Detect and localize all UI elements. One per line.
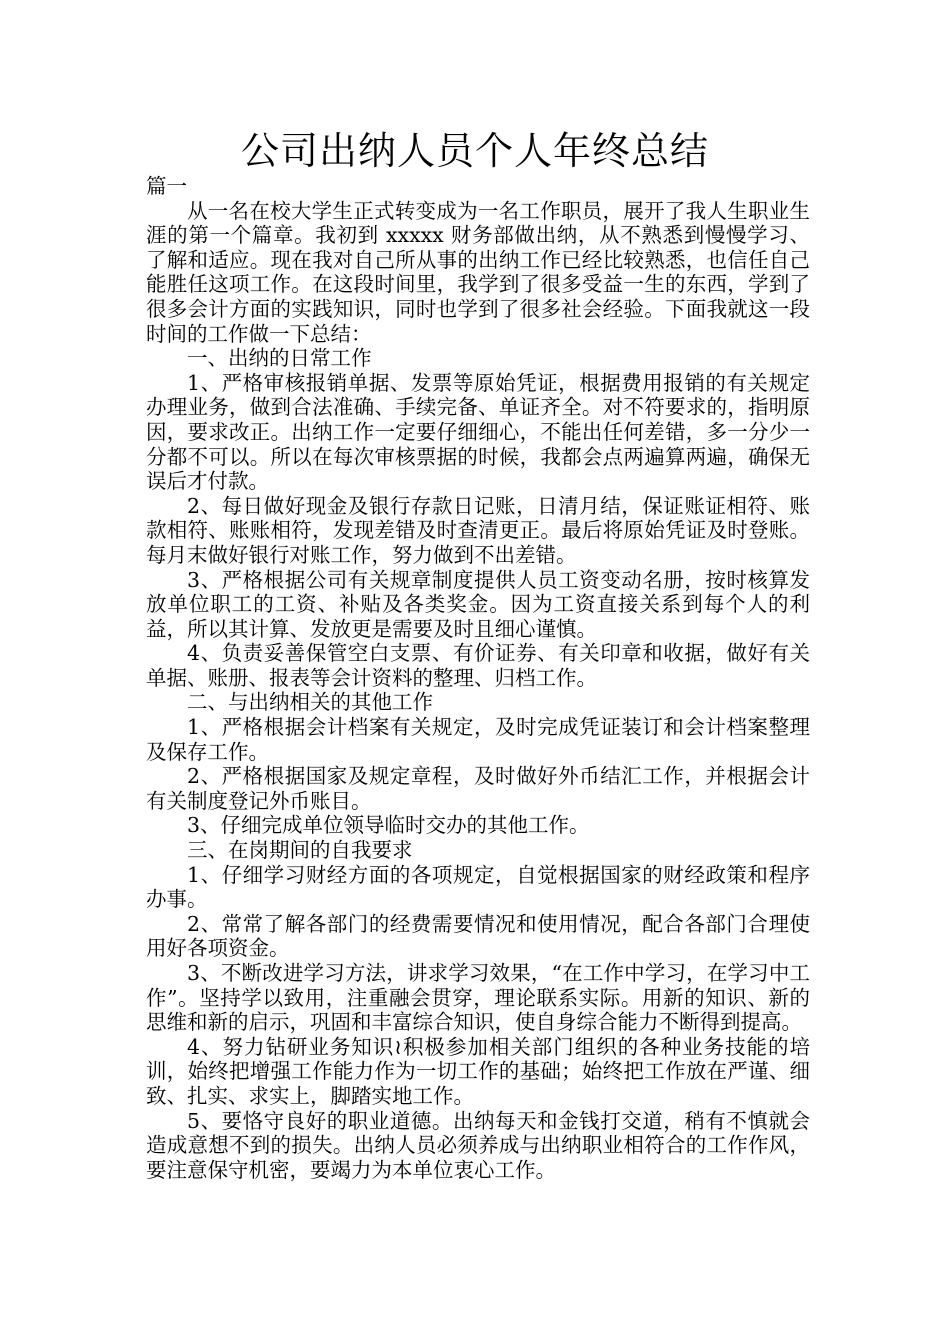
intro-paragraph: 从一名在校大学生正式转变成为一名工作职员，展开了我人生职业生涯的第一个篇章。我初到 xxxxx 财务部做出纳，从不熟悉到慢慢学习、了解和适应。现在我对自己所从事的出纳工作已经比较熟悉，也信任自己能胜任这项工作。在这段时间里，我学到了很多受益一生的东西，学到了很多会计方面的实践知识，同时也学到了很多社会经验。下面我就这一段时间的工作做一下总结： [146, 198, 810, 346]
paragraph-item: 3、不断改进学习方法，讲求学习效果，“在工作中学习，在学习中工作”。坚持学以致用，注重融会贯穿，理论联系实际。用新的知识、新的思维和新的启示，巩固和丰富综合知识，使自身综合能力不断得到提高。 [146, 961, 810, 1035]
paragraph-item: 1、严格根据会计档案有关规定，及时完成凭证装订和会计档案整理及保存工作。 [146, 715, 810, 764]
document-title: 公司出纳人员个人年终总结 [240, 129, 709, 173]
paragraph-item: 3、严格根据公司有关规章制度提供人员工资变动名册，按时核算发放单位职工的工资、补贴及各类奖金。因为工资直接关系到每个人的利益，所以其计算、发放更是需要及时且细心谨慎。 [146, 567, 810, 641]
paragraph-item: 3、仔细完成单位领导临时交办的其他工作。 [187, 813, 590, 838]
paragraph-item: 2、严格根据国家及规定章程，及时做好外币结汇工作，并根据会计有关制度登记外币账目。 [146, 764, 810, 813]
section-heading-1: 一、出纳的日常工作 [187, 346, 372, 371]
paragraph-item: 4、努力钻研业务知识≀积极参加相关部门组织的各种业务技能的培训，始终把增强工作能力作为一切工作的基础；始终把工作放在严谨、细致、扎实、求实上，脚踏实地工作。 [146, 1034, 810, 1108]
document-body [146, 174, 810, 1182]
paragraph-item: 2、常常了解各部门的经费需要情况和使用情况，配合各部门合理使用好各项资金。 [146, 911, 810, 961]
section-heading-2: 二、与出纳相关的其他工作 [187, 690, 433, 715]
paragraph-item: 2、每日做好现金及银行存款日记账，日清月结，保证账证相符、账款相符、账账相符，发现差错及时查清更正。最后将原始凭证及时登账。每月末做好银行对账工作，努力做到不出差错。 [146, 493, 810, 567]
section-label: 篇一 [146, 174, 187, 198]
paragraph-item: 1、严格审核报销单据、发票等原始凭证，根据费用报销的有关规定办理业务，做到合法准确、手续完备、单证齐全。对不符要求的，指明原因，要求改正。出纳工作一定要仔细细心，不能出任何差错，多一分少一分都不可以。所以在每次审核票据的时候，我都会点两遍算两遍，确保无误后才付款。 [146, 370, 810, 494]
paragraph-item: 1、仔细学习财经方面的各项规定，自觉根据国家的财经政策和程序办事。 [146, 862, 810, 912]
paragraph-item: 4、负责妥善保管空白支票、有价证券、有关印章和收据，做好有关单据、账册、报表等会计资料的整理、归档工作。 [146, 641, 810, 690]
section-heading-3: 三、在岗期间的自我要求 [187, 838, 413, 863]
paragraph-item: 5、要恪守良好的职业道德。出纳每天和金钱打交道，稍有不慎就会造成意想不到的损失。出纳人员必须养成与出纳职业相符合的工作作风，要注意保守机密，要竭力为本单位衷心工作。 [146, 1108, 810, 1182]
